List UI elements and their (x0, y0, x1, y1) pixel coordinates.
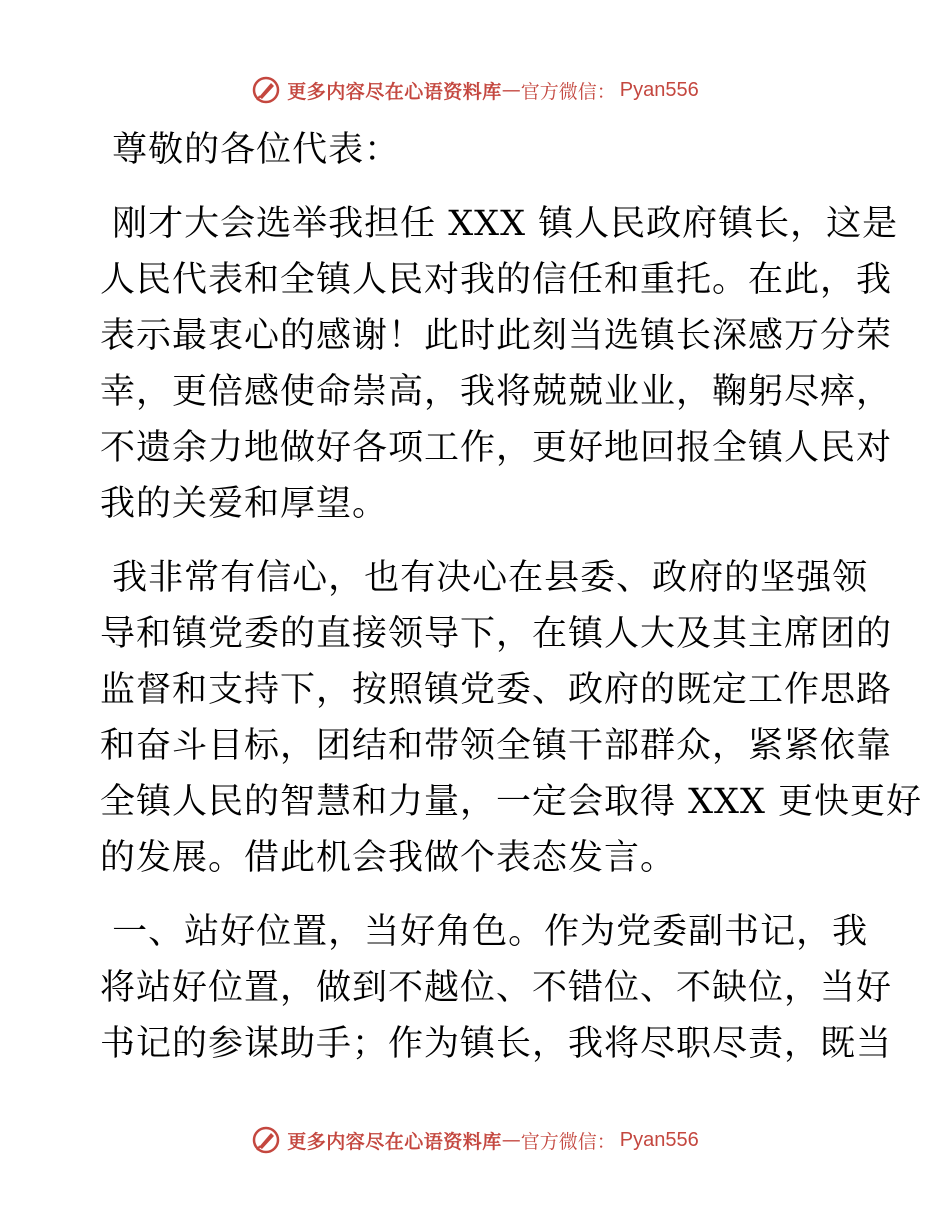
quill-logo-icon (251, 1125, 281, 1155)
text-line: 不遗余力地做好各项工作，更好地回报全镇人民对 (100, 428, 893, 468)
text-line: 我的关爱和厚望。 (100, 484, 389, 524)
quill-logo-icon (251, 75, 281, 105)
text-line: 书记的参谋助手；作为镇长，我将尽职尽责，既当 (100, 1024, 893, 1064)
footer-wechat-id: Pyan556 (619, 1128, 699, 1151)
footer-wechat-label: 官方微信： (520, 1130, 616, 1153)
footer-dash: — (501, 1129, 521, 1151)
text-line: 刚才大会选举我担任 XXX 镇人民政府镇长，这是 (100, 204, 899, 244)
header-dash: — (501, 79, 521, 101)
text-line: 一、站好位置，当好角色。作为党委副书记，我 (100, 912, 869, 952)
text-line: 我非常有信心，也有决心在县委、政府的坚强领 (100, 558, 869, 598)
footer-banner (0, 1120, 950, 1160)
footer-brand-text: 更多内容尽在心语资料库 (287, 1130, 502, 1153)
text-line: 全镇人民的智慧和力量，一定会取得 XXX 更快更好 (100, 782, 923, 822)
paragraph-2 (100, 550, 923, 886)
text-line: 的发展。借此机会我做个表态发言。 (100, 838, 677, 878)
text-line: 幸，更倍感使命崇高，我将兢兢业业，鞠躬尽瘁， (100, 372, 893, 412)
header-brand-text: 更多内容尽在心语资料库 (287, 80, 502, 103)
paragraph-3 (100, 904, 893, 1072)
text-line: 人民代表和全镇人民对我的信任和重托。在此，我 (100, 260, 893, 300)
text-line: 导和镇党委的直接领导下，在镇人大及其主席团的 (100, 614, 893, 654)
header-wechat-id: Pyan556 (619, 78, 699, 101)
document-body (100, 122, 923, 1072)
text-line: 表示最衷心的感谢！此时此刻当选镇长深感万分荣 (100, 316, 893, 356)
text-line: 监督和支持下，按照镇党委、政府的既定工作思路 (100, 670, 893, 710)
header-wechat-label: 官方微信： (520, 80, 616, 103)
salutation: 尊敬的各位代表： (100, 130, 401, 170)
paragraph-1 (100, 196, 899, 532)
header-banner (0, 70, 950, 110)
text-line: 和奋斗目标，团结和带领全镇干部群众，紧紧依靠 (100, 726, 893, 766)
text-line: 将站好位置，做到不越位、不错位、不缺位，当好 (100, 968, 893, 1008)
